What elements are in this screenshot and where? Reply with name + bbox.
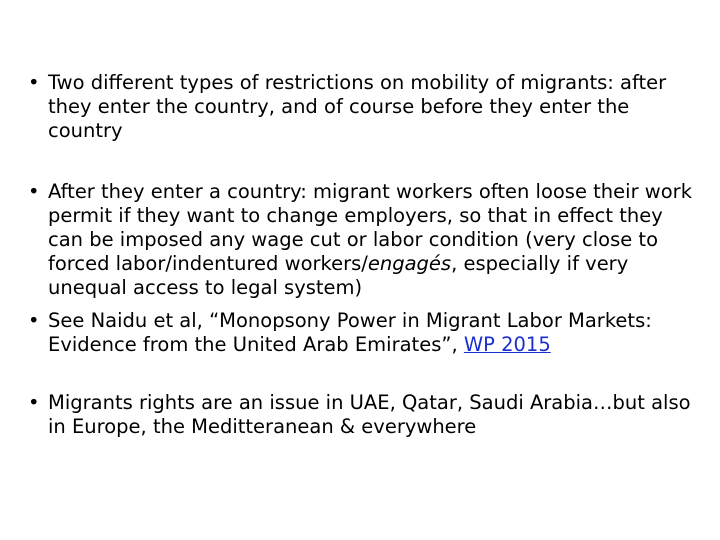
bullet-item-work-permit <box>28 180 698 300</box>
bullet-item-mobility-restrictions <box>28 71 698 143</box>
italic-term: engagés <box>367 252 452 275</box>
bullet-marker: • <box>28 71 40 94</box>
bullet-marker: • <box>28 180 40 203</box>
bullet-text: Migrants rights are an issue in UAE, Qatar, Saudi Arabia…but also in Europe, the Meditteranean & everywhere <box>48 391 691 438</box>
bullet-text <box>48 180 698 300</box>
bullet-text: Two different types of restrictions on mobility of migrants: after they enter the country, and of course before they enter the country <box>48 71 667 142</box>
bullet-marker: • <box>28 309 40 332</box>
bullet-text-part: , especially if very unequal access to legal system) <box>48 252 629 299</box>
bullet-text <box>48 309 698 357</box>
bullet-marker: • <box>28 391 40 414</box>
bullet-item-migrant-rights <box>28 391 698 439</box>
bullet-item-naidu-reference <box>28 309 698 357</box>
bullet-text-part: See Naidu et al, “Monopsony Power in Migrant Labor Markets: Evidence from the United Arab Emirates”, <box>48 309 652 356</box>
wp-2015-link[interactable]: WP 2015 <box>463 333 551 356</box>
bullet-text-part: After they enter a country: migrant workers often loose their work permit if they want to change employers, so that in effect they can be imposed any wage cut or labor condition (very close to forced labor/indentured workers/ <box>48 180 692 275</box>
